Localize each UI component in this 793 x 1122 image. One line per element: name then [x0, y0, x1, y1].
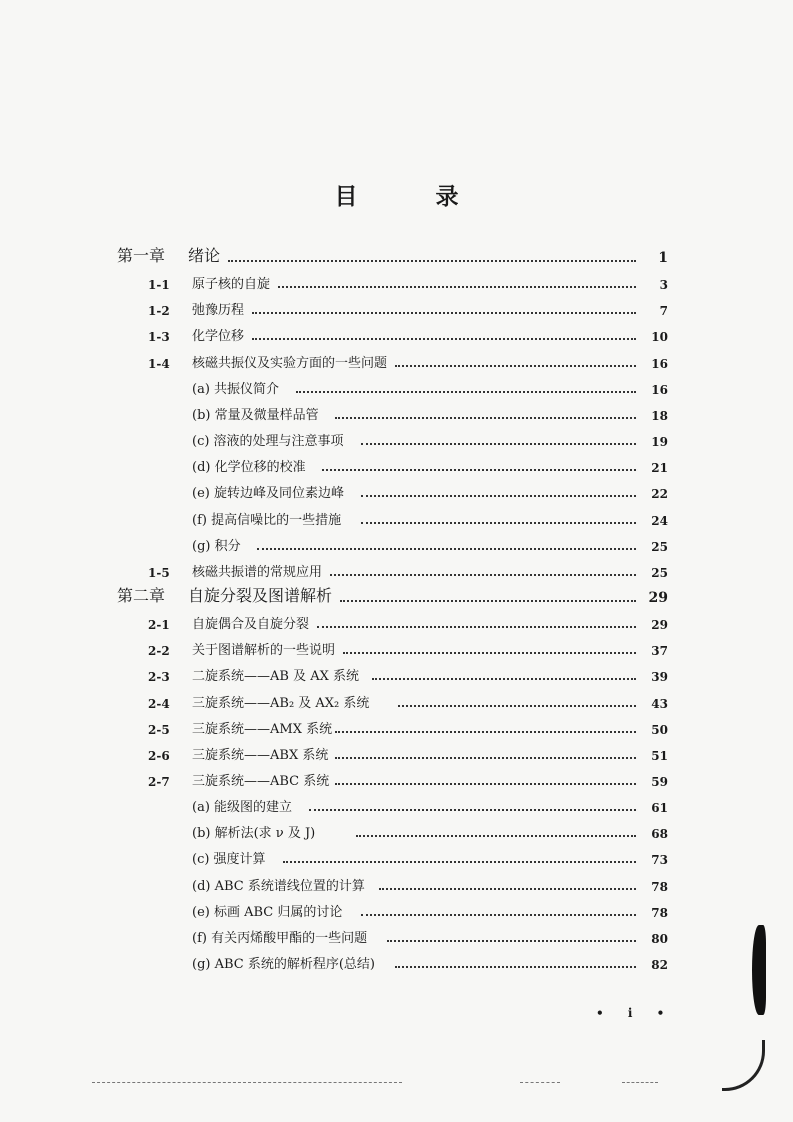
toc-section-entry	[0, 558, 793, 582]
toc-entry-page: 22	[651, 487, 668, 502]
toc-entry-title: (d) ABC 系统谱线位置的计算	[192, 878, 365, 894]
toc-entry-page: 82	[651, 958, 668, 973]
toc-entry-title: 弛豫历程	[192, 303, 245, 319]
toc-entry-title: 自旋偶合及自旋分裂	[192, 617, 310, 633]
toc-dot-leader	[309, 809, 636, 811]
toc-dot-leader	[278, 286, 636, 288]
toc-dot-leader	[317, 626, 636, 628]
toc-title-char-1: 目	[334, 184, 358, 210]
toc-subsection-entry	[0, 950, 793, 974]
toc-entry-title: 三旋系统——ABC 系统	[192, 774, 330, 789]
toc-entry-page: 21	[651, 461, 668, 476]
toc-entry-page: 37	[651, 644, 668, 659]
toc-entry-page: 78	[651, 879, 668, 894]
toc-entry-title: 三旋系统——AMX 系统	[192, 721, 333, 737]
toc-entry-title: 核磁共振谱的常规应用	[192, 564, 323, 580]
toc-section-entry	[0, 741, 793, 765]
toc-entry-number: 2-4	[148, 696, 170, 711]
toc-subsection-entry	[0, 506, 793, 530]
toc-subsection-entry	[0, 479, 793, 503]
toc-section-entry	[0, 636, 793, 660]
toc-dot-leader	[361, 522, 636, 524]
toc-section-entry	[0, 322, 793, 346]
toc-dot-leader	[395, 966, 636, 968]
toc-entry-page: 19	[651, 435, 668, 450]
toc-entry-title: 原子核的自旋	[192, 277, 271, 293]
toc-subsection-entry	[0, 401, 793, 425]
toc-entry-page: 68	[651, 827, 668, 842]
toc-section-entry	[0, 662, 793, 686]
toc-dot-leader	[252, 312, 636, 314]
scan-edge-curve	[722, 1040, 765, 1091]
toc-section-entry	[0, 270, 793, 294]
toc-entry-title: (g) ABC 系统的解析程序(总结)	[192, 957, 376, 973]
toc-chapter-entry	[0, 584, 793, 608]
toc-entry-page: 25	[651, 539, 668, 554]
toc-entry-title: 核磁共振仪及实验方面的一些问题	[192, 355, 388, 371]
toc-subsection-entry	[0, 819, 793, 843]
toc-entry-page: 3	[659, 278, 668, 293]
toc-dot-leader	[257, 548, 636, 550]
toc-title	[0, 178, 793, 211]
toc-entry-title: (b) 常量及微量样品管	[192, 407, 319, 423]
toc-section-entry	[0, 715, 793, 739]
toc-section-entry	[0, 689, 793, 713]
toc-entry-title: (a) 能级图的建立	[192, 800, 293, 816]
toc-subsection-entry	[0, 793, 793, 817]
toc-entry-title: 二旋系统——AB 及 AX 系统	[192, 669, 359, 685]
toc-dot-leader	[335, 417, 636, 419]
toc-dot-leader	[330, 574, 636, 576]
toc-entry-number: 1-4	[148, 356, 170, 371]
toc-chapter-entry	[0, 244, 793, 268]
toc-entry-page: 25	[651, 565, 668, 580]
toc-section-entry	[0, 610, 793, 634]
toc-subsection-entry	[0, 845, 793, 869]
toc-entry-page: 1	[658, 250, 668, 266]
toc-dot-leader	[395, 365, 636, 367]
toc-entry-number: 2-2	[148, 644, 170, 659]
toc-entry-page: 16	[651, 382, 668, 397]
toc-dot-leader	[335, 783, 636, 785]
toc-subsection-entry	[0, 427, 793, 451]
toc-entry-page: 80	[651, 931, 668, 946]
toc-entry-number: 2-1	[148, 618, 170, 633]
toc-dot-leader	[322, 469, 636, 471]
toc-dot-leader	[296, 391, 636, 393]
toc-entry-title: 自旋分裂及图谱解析	[188, 585, 333, 605]
toc-entry-number: 1-2	[148, 304, 170, 319]
toc-section-entry	[0, 296, 793, 320]
toc-dot-leader	[387, 940, 636, 942]
toc-entry-title: (f) 提高信噪比的一些措施	[192, 512, 342, 528]
toc-entry-title: (b) 解析法(求 ν 及 J)	[192, 826, 316, 842]
toc-subsection-entry	[0, 532, 793, 556]
toc-entry-page: 50	[651, 722, 668, 737]
scan-artifact-line	[622, 1082, 658, 1083]
scan-artifact-line	[520, 1082, 560, 1083]
toc-entry-title: (a) 共振仪简介	[192, 381, 280, 397]
toc-entry-page: 29	[648, 589, 668, 606]
toc-dot-leader	[361, 443, 636, 445]
toc-entry-page: 43	[651, 696, 668, 711]
toc-entry-page: 59	[651, 775, 668, 789]
toc-dot-leader	[356, 835, 636, 837]
toc-entry-number: 1-1	[148, 278, 170, 293]
toc-entry-number: 第二章	[117, 585, 166, 605]
toc-entry-page: 7	[659, 304, 668, 319]
toc-subsection-entry	[0, 453, 793, 477]
toc-entry-title: (e) 旋转边峰及同位素边峰	[192, 486, 344, 502]
toc-entry-title: (d) 化学位移的校准	[192, 460, 306, 476]
toc-entry-title: (c) 溶液的处理与注意事项	[192, 434, 344, 450]
toc-dot-leader	[335, 757, 636, 759]
toc-entry-page: 73	[651, 853, 668, 868]
toc-dot-leader	[372, 678, 636, 680]
toc-entry-number: 1-5	[148, 565, 170, 580]
toc-dot-leader	[379, 888, 636, 890]
toc-dot-leader	[335, 731, 636, 733]
toc-subsection-entry	[0, 872, 793, 896]
toc-dot-leader	[283, 861, 636, 863]
toc-entry-number: 2-7	[148, 775, 170, 789]
toc-entry-page: 29	[651, 618, 668, 633]
toc-dot-leader	[340, 600, 636, 602]
toc-entry-page: 78	[651, 905, 668, 920]
toc-entry-page: 39	[651, 670, 668, 685]
toc-entry-page: 16	[651, 356, 668, 371]
page-number-footer: • i •	[596, 1006, 675, 1020]
toc-entry-title: (c) 强度计算	[192, 852, 266, 868]
toc-entry-title: (e) 标画 ABC 归属的讨论	[192, 904, 343, 920]
toc-entry-title: 三旋系统——ABX 系统	[192, 747, 329, 763]
toc-entry-title: (f) 有关丙烯酸甲酯的一些问题	[192, 930, 368, 946]
toc-entry-number: 1-3	[148, 330, 170, 345]
toc-dot-leader	[398, 705, 636, 707]
toc-entry-title: 化学位移	[192, 329, 245, 345]
toc-entry-number: 2-3	[148, 670, 170, 685]
toc-subsection-entry	[0, 898, 793, 922]
scan-artifact-line	[92, 1082, 402, 1083]
toc-dot-leader	[252, 338, 636, 340]
toc-subsection-entry	[0, 375, 793, 399]
toc-title-char-2: 录	[435, 184, 459, 210]
toc-subsection-entry	[0, 924, 793, 948]
toc-dot-leader	[361, 495, 636, 497]
toc-entry-title: (g) 积分	[192, 538, 241, 554]
toc-entry-title: 三旋系统——AB₂ 及 AX₂ 系统	[192, 695, 370, 711]
toc-dot-leader	[361, 914, 636, 916]
toc-entry-page: 51	[651, 748, 668, 763]
toc-entry-page: 18	[651, 408, 668, 423]
toc-section-entry	[0, 349, 793, 373]
toc-entry-page: 61	[651, 801, 668, 816]
toc-dot-leader	[228, 260, 636, 262]
toc-entry-number: 2-5	[148, 722, 170, 737]
toc-entry-number: 2-6	[148, 748, 170, 763]
toc-entry-page: 10	[651, 330, 668, 345]
scan-edge-shadow	[752, 925, 766, 1015]
toc-entry-number: 第一章	[117, 246, 166, 265]
toc-dot-leader	[343, 652, 636, 654]
toc-entry-title: 关于图谱解析的一些说明	[192, 643, 336, 659]
toc-section-entry	[0, 767, 793, 791]
toc-entry-page: 24	[651, 513, 668, 528]
toc-entry-title: 绪论	[188, 246, 221, 265]
